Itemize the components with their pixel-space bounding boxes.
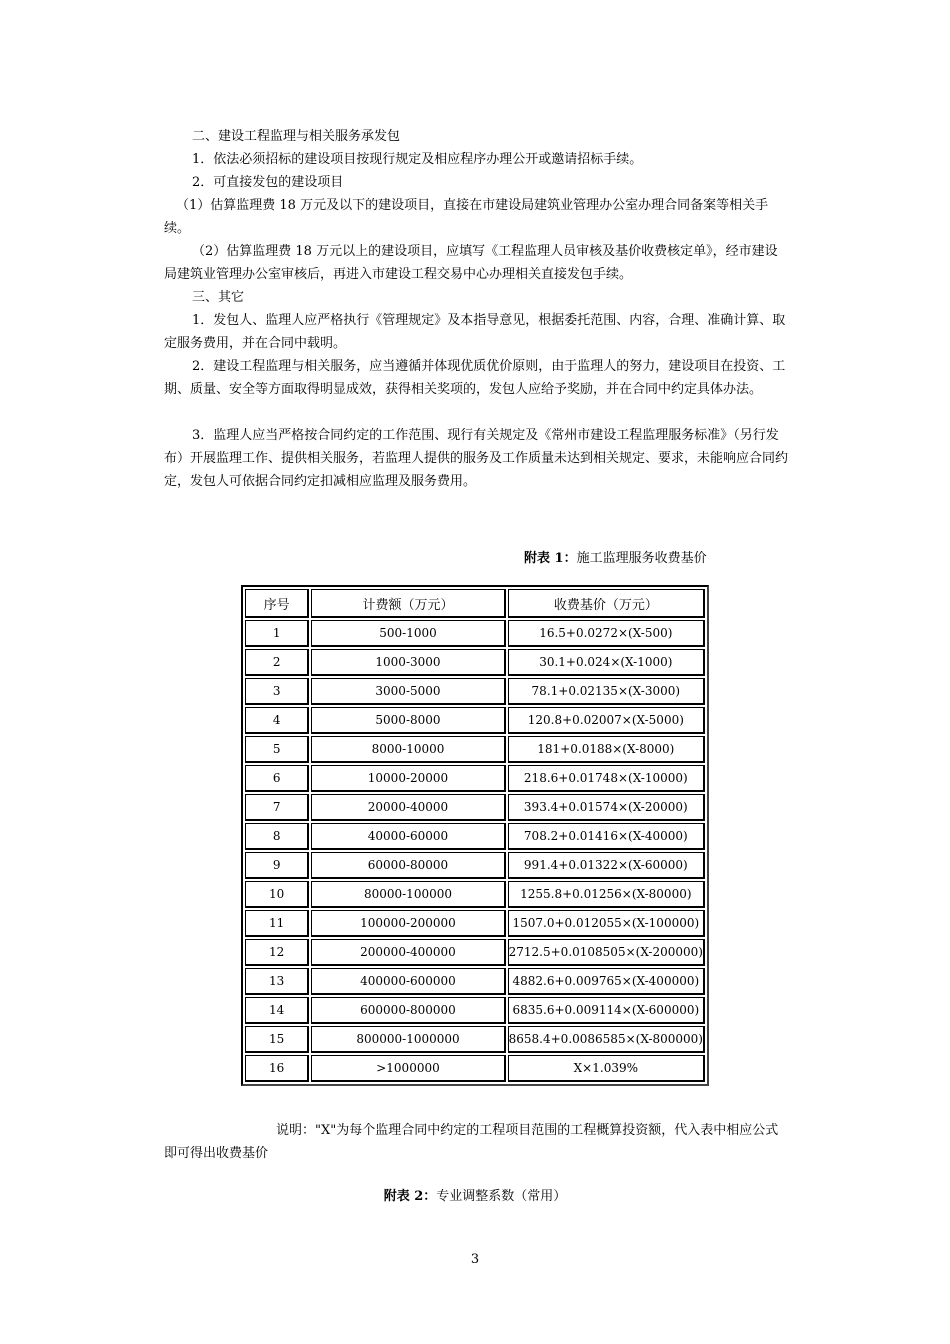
- paragraph: 1．依法必须招标的建设项目按现行规定及相应程序办理公开或邀请招标手续。: [192, 152, 643, 167]
- row-base-formula: 120.8+0.02007×(X-5000): [508, 707, 705, 734]
- row-base-formula: 1507.0+0.012055×(X-100000): [508, 910, 705, 937]
- paragraph: 1．发包人、监理人应严格执行《管理规定》及本指导意见，根据委托范围、内容，合理、准确计算、取定服务费用，并在合同中载明。: [164, 313, 786, 351]
- row-index: 16: [245, 1055, 309, 1082]
- table-row: [245, 765, 705, 792]
- table-row: [245, 620, 705, 647]
- table1-caption-prefix: 附表 1: [524, 551, 564, 566]
- paragraph: 三、其它: [192, 290, 245, 305]
- row-base-formula: 8658.4+0.0086585×(X-800000): [508, 1026, 705, 1053]
- row-fee-range: 100000-200000: [311, 910, 505, 937]
- table1-caption-title: 施工监理服务收费基价: [576, 551, 707, 566]
- row-index: 5: [245, 736, 309, 763]
- row-index: 6: [245, 765, 309, 792]
- table-note: [164, 1119, 789, 1165]
- table-row: [245, 910, 705, 937]
- table-row: [245, 649, 705, 676]
- row-index: 4: [245, 707, 309, 734]
- fee-table: [241, 585, 709, 1086]
- header-index: 序号: [245, 589, 309, 618]
- row-index: 11: [245, 910, 309, 937]
- table2-caption-prefix: 附表 2: [383, 1189, 424, 1204]
- row-fee-range: 1000-3000: [311, 649, 505, 676]
- table-header-row: [245, 589, 705, 618]
- row-base-formula: 6835.6+0.009114×(X-600000): [508, 997, 705, 1024]
- paragraph: （2）估算监理费 18 万元以上的建设项目，应填写《工程监理人员审核及基价收费核定单》，经市建设局建筑业管理办公室审核后，再进入市建设工程交易中心办理相关直接发包手续。: [164, 244, 778, 282]
- paragraph: 2．可直接发包的建设项目: [192, 175, 344, 190]
- paragraph: 二、建设工程监理与相关服务承发包: [192, 129, 401, 144]
- row-fee-range: 80000-100000: [311, 881, 505, 908]
- row-base-formula: 991.4+0.01322×(X-60000): [508, 852, 705, 879]
- row-base-formula: 16.5+0.0272×(X-500): [508, 620, 705, 647]
- paragraph: （1）估算监理费 18 万元及以下的建设项目，直接在市建设局建筑业管理办公室办理合同备案等相关手续。: [164, 198, 769, 236]
- row-index: 8: [245, 823, 309, 850]
- row-fee-range: 600000-800000: [311, 997, 505, 1024]
- row-index: 3: [245, 678, 309, 705]
- table1-caption-sep: ：: [563, 551, 577, 566]
- row-index: 13: [245, 968, 309, 995]
- table-row: [245, 1026, 705, 1053]
- row-base-formula: 2712.5+0.0108505×(X-200000): [508, 939, 705, 966]
- row-index: 12: [245, 939, 309, 966]
- row-index: 15: [245, 1026, 309, 1053]
- row-base-formula: 4882.6+0.009765×(X-400000): [508, 968, 705, 995]
- row-fee-range: 60000-80000: [311, 852, 505, 879]
- table-row: [245, 939, 705, 966]
- row-base-formula: 30.1+0.024×(X-1000): [508, 649, 705, 676]
- row-fee-range: 500-1000: [311, 620, 505, 647]
- header-base-price: 收费基价（万元）: [508, 589, 705, 618]
- table-row: [245, 823, 705, 850]
- table-row: [245, 707, 705, 734]
- note-text: 说明："X"为每个监理合同中约定的工程项目范围的工程概算投资额，代入表中相应公式即可得出收费基价: [164, 1123, 779, 1161]
- table-row: [245, 736, 705, 763]
- row-index: 14: [245, 997, 309, 1024]
- header-fee-amount: 计费额（万元）: [311, 589, 505, 618]
- row-base-formula: 1255.8+0.01256×(X-80000): [508, 881, 705, 908]
- table2-caption: [0, 1188, 950, 1206]
- table2-caption-title: 专业调整系数（常用）: [436, 1189, 567, 1204]
- row-fee-range: >1000000: [311, 1055, 505, 1082]
- table-row: [245, 678, 705, 705]
- row-fee-range: 8000-10000: [311, 736, 505, 763]
- paragraph: 3．监理人应当严格按合同约定的工作范围、现行有关规定及《常州市建设工程监理服务标准》（另行发布）开展监理工作、提供相关服务，若监理人提供的服务及工作质量未达到相关规定、要求，未能响应合同约定，发包人可依据合同约定扣减相应监理及服务费用。: [164, 428, 789, 489]
- table-row: [245, 1055, 705, 1082]
- table1-caption: [524, 550, 707, 568]
- row-fee-range: 20000-40000: [311, 794, 505, 821]
- row-base-formula: X×1.039%: [508, 1055, 705, 1082]
- row-base-formula: 218.6+0.01748×(X-10000): [508, 765, 705, 792]
- paragraph: 2．建设工程监理与相关服务，应当遵循并体现优质优价原则，由于监理人的努力，建设项目在投资、工期、质量、安全等方面取得明显成效，获得相关奖项的，发包人应给予奖励，并在合同中约定具体办法。: [164, 359, 786, 397]
- row-index: 9: [245, 852, 309, 879]
- row-fee-range: 10000-20000: [311, 765, 505, 792]
- row-base-formula: 181+0.0188×(X-8000): [508, 736, 705, 763]
- table-row: [245, 968, 705, 995]
- row-fee-range: 800000-1000000: [311, 1026, 505, 1053]
- row-index: 10: [245, 881, 309, 908]
- row-fee-range: 5000-8000: [311, 707, 505, 734]
- table-row: [245, 794, 705, 821]
- row-index: 2: [245, 649, 309, 676]
- table-row: [245, 881, 705, 908]
- table-row: [245, 997, 705, 1024]
- row-fee-range: 400000-600000: [311, 968, 505, 995]
- row-base-formula: 708.2+0.01416×(X-40000): [508, 823, 705, 850]
- row-index: 1: [245, 620, 309, 647]
- row-fee-range: 40000-60000: [311, 823, 505, 850]
- row-base-formula: 78.1+0.02135×(X-3000): [508, 678, 705, 705]
- table-row: [245, 852, 705, 879]
- row-fee-range: 3000-5000: [311, 678, 505, 705]
- row-base-formula: 393.4+0.01574×(X-20000): [508, 794, 705, 821]
- row-fee-range: 200000-400000: [311, 939, 505, 966]
- table2-caption-sep: ：: [423, 1189, 437, 1204]
- row-index: 7: [245, 794, 309, 821]
- page-number: 3: [470, 1252, 480, 1267]
